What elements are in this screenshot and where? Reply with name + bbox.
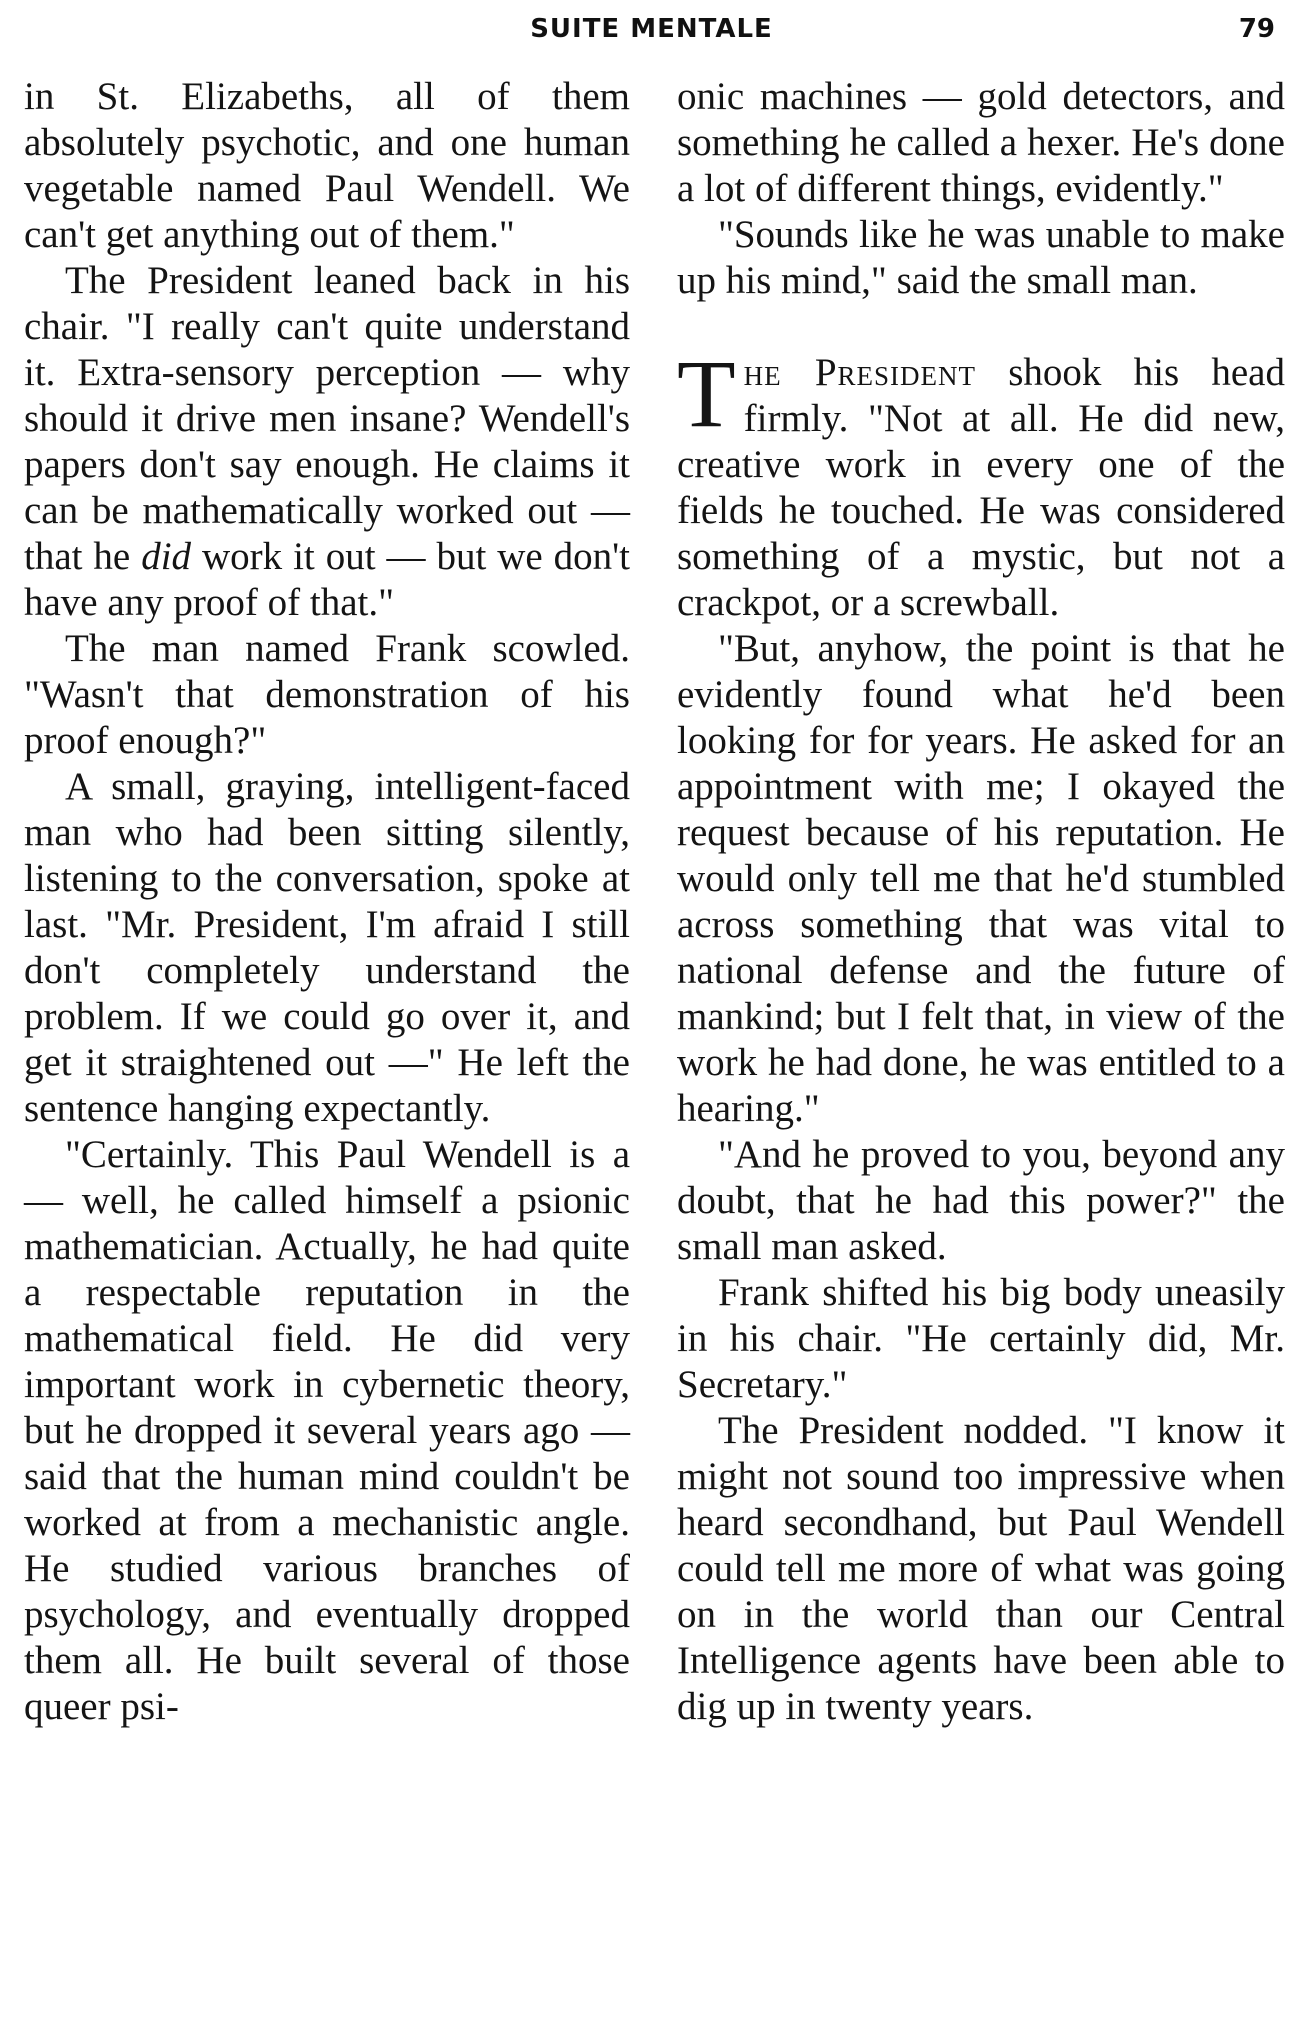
running-title: SUITE MENTALE xyxy=(530,14,773,44)
paragraph: "But, anyhow, the point is that he evidently found what he'd been looking for for years. He asked for an appointment with me; I okayed the request because of his reputation. He would only tell me that he'd stumbled across something that was vital to national defense and the future of mankind; but I felt that, in view of the work he had done, he was entitled to a hearing." xyxy=(677,627,1285,1130)
drop-cap: T xyxy=(677,340,736,447)
paragraph: onic machines — gold detectors, and something he called a hexer. He's done a lot of different things, evidently." xyxy=(677,75,1285,210)
right-column xyxy=(677,74,1285,1730)
emphasized-word: did xyxy=(141,535,192,578)
section-break xyxy=(677,304,1285,350)
paragraph xyxy=(24,258,630,626)
paragraph: Frank shifted his big body uneasily in his chair. "He certainly did, Mr. Secretary." xyxy=(677,1271,1285,1406)
page-header xyxy=(0,14,1303,54)
paragraph: "Certainly. This Paul Wendell is a — well, he called himself a psionic mathematician. Actually, he had quite a respectable reputation in the mathematical field. He did very important work in cybernetic theory, but he dropped it several years ago — said that the human mind couldn't be worked at from a mechanistic angle. He studied various branches of psychology, and eventually dropped them all. He built several of those queer psi- xyxy=(24,1133,630,1728)
paragraph: The President nodded. "I know it might not sound too impressive when heard secondhand, but Paul Wendell could tell me more of what was going on in the world than our Central Intelligence agents have been able to dig up in twenty years. xyxy=(677,1409,1285,1728)
paragraph-text: shook his head firmly. "Not at all. He did new, creative work in every one of the fields he touched. He was considered something of a mystic, but not a crackpot, or a screwball. xyxy=(677,351,1285,624)
left-column xyxy=(24,74,630,1730)
paragraph: in St. Elizabeths, all of them absolutely psychotic, and one human vegetable named Paul Wendell. We can't get anything out of them." xyxy=(24,75,630,256)
small-caps-lead: he President xyxy=(743,351,977,394)
paragraph: "Sounds like he was unable to make up his mind," said the small man. xyxy=(677,213,1285,302)
paragraph-text: work it out — but we don't have any proof of that." xyxy=(24,535,631,624)
page-number: 79 xyxy=(1238,14,1275,44)
paragraph-text: The President leaned back in his chair. "I really can't quite understand it. Extra-sensory perception — why should it drive men insane? Wendell's papers don't say enough. He claims it can be mathematically worked out — that he xyxy=(24,259,630,578)
paragraph: The man named Frank scowled. "Wasn't that demonstration of his proof enough?" xyxy=(24,627,630,762)
paragraph: "And he proved to you, beyond any doubt, that he had this power?" the small man asked. xyxy=(677,1133,1285,1268)
paragraph: A small, graying, intelligent-faced man who had been sitting silently, listening to the conversation, spoke at last. "Mr. President, I'm afraid I still don't completely understand the problem. If we could go over it, and get it straightened out —" He left the sentence hanging expectantly. xyxy=(24,765,630,1130)
paragraph xyxy=(677,340,1285,626)
